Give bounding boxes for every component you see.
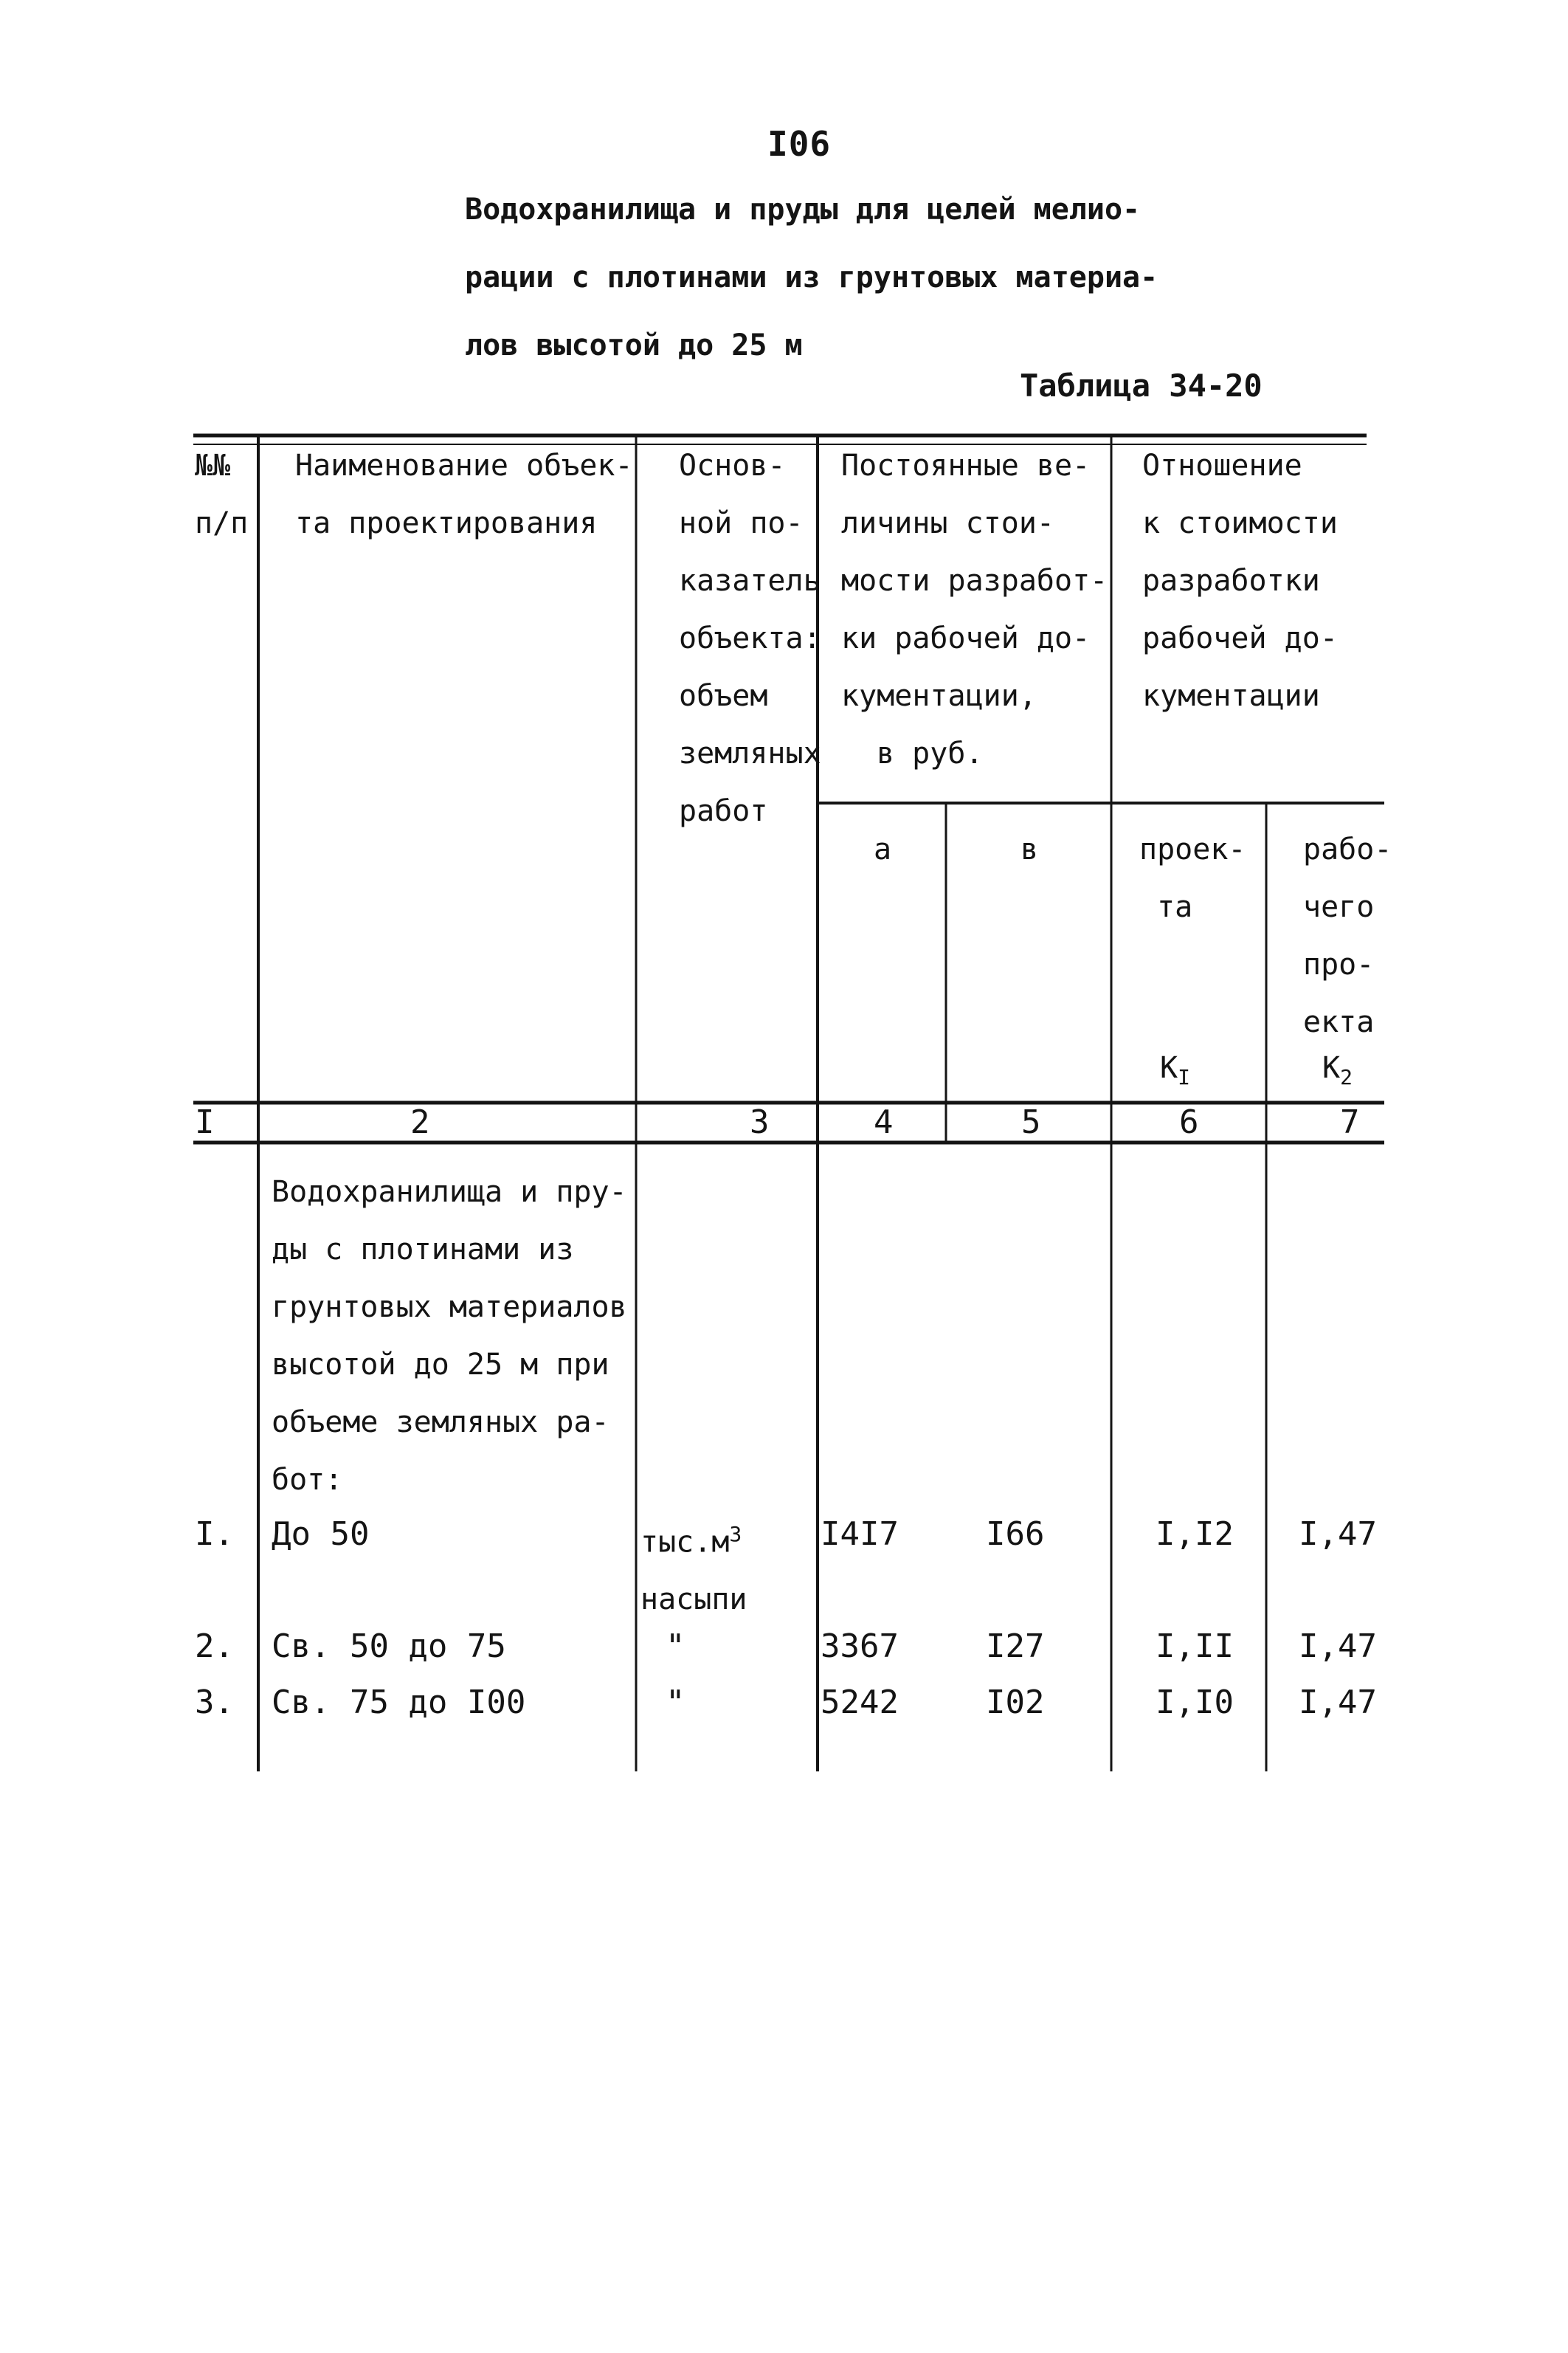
row-2-value-a: 3367	[821, 1627, 899, 1665]
header-col-4: а	[873, 833, 892, 867]
row-2-value-b: I27	[986, 1627, 1045, 1665]
row-1-k1: I,I2	[1156, 1515, 1234, 1553]
group-description-line: Водохранилища и пру-	[272, 1175, 627, 1209]
header-col-3-line: Основ-	[679, 449, 786, 483]
header-col-6-7-line: рабочей до-	[1142, 621, 1338, 655]
table-label: Таблица 34-20	[1020, 368, 1263, 404]
row-2-name: Св. 50 до 75	[272, 1627, 506, 1665]
row-2-number: 2.	[195, 1627, 234, 1665]
row-3-name: Св. 75 до I00	[272, 1684, 526, 1721]
group-description-line: бот:	[272, 1463, 343, 1497]
header-col-7-line: екта	[1303, 1005, 1375, 1039]
row-3-value-a: 5242	[821, 1684, 899, 1721]
column-number-4: 4	[874, 1103, 894, 1141]
title-line-2: рации с плотинами из грунтовых материа-	[465, 261, 1158, 294]
header-col-7-line: про-	[1303, 948, 1375, 982]
row-1-k2: I,47	[1299, 1515, 1377, 1553]
row-3-value-b: I02	[986, 1684, 1045, 1721]
row-3-unit: "	[666, 1684, 685, 1721]
header-col-6-line: проек-	[1139, 833, 1246, 867]
header-col-2	[295, 437, 633, 552]
document-title	[465, 176, 1203, 379]
header-col-4-5-line: ки рабочей до-	[841, 621, 1091, 655]
header-col-6-7-line: Отношение	[1142, 449, 1302, 483]
header-col-4-5	[841, 437, 1108, 782]
column-number-6: 6	[1179, 1103, 1199, 1141]
header-col-6-7-line: кументации	[1142, 679, 1320, 713]
column-number-7: 7	[1340, 1103, 1360, 1141]
header-col-2-line: Наименование объек-	[295, 449, 633, 483]
header-col-1-line: п/п	[195, 506, 249, 540]
row-1-name: До 50	[272, 1515, 370, 1553]
group-description	[272, 1163, 627, 1509]
header-col-2-line: та проектирования	[295, 506, 598, 540]
coefficient-letter: К	[1322, 1051, 1341, 1085]
column-number-5: 5	[1021, 1103, 1041, 1141]
header-col-6-7-line: разработки	[1142, 564, 1320, 598]
header-col-4-5-line: Постоянные ве-	[841, 449, 1091, 483]
header-col-3-line: объекта:	[679, 621, 821, 655]
group-description-line: грунтовых материалов	[272, 1290, 627, 1324]
row-3-number: 3.	[195, 1684, 234, 1721]
header-col-3-line: земляных	[679, 737, 821, 771]
header-col-3-line: объем	[679, 679, 768, 713]
row-1-number: I.	[195, 1515, 234, 1553]
header-col-6-7	[1142, 437, 1338, 725]
page-number: I06	[767, 124, 832, 164]
header-col-4-5-line: мости разработ-	[841, 564, 1108, 598]
header-col-3-line: казатель	[679, 564, 821, 598]
header-col-4-5-line: в руб.	[877, 737, 984, 771]
column-number-3: 3	[750, 1103, 770, 1141]
group-description-line: высотой до 25 м при	[272, 1348, 609, 1382]
unit-line-2: насыпи	[640, 1582, 747, 1617]
header-col-4-5-line: кументации,	[841, 679, 1037, 713]
column-number-1: I	[195, 1103, 215, 1141]
header-col-4-5-line: личины стои-	[841, 506, 1054, 540]
coefficient-subscript: I	[1178, 1065, 1190, 1089]
row-2-unit: "	[666, 1627, 685, 1665]
header-col-6-7-line: к стоимости	[1142, 506, 1338, 540]
header-col-3-line: работ	[679, 794, 768, 828]
row-3-k2: I,47	[1299, 1684, 1377, 1721]
coefficient-letter: К	[1160, 1051, 1178, 1085]
header-col-7-line: рабо-	[1303, 833, 1392, 867]
row-1-unit	[640, 1506, 747, 1628]
row-2-k1: I,II	[1156, 1627, 1234, 1665]
header-col-6	[1139, 821, 1246, 936]
group-description-line: объеме земляных ра-	[272, 1405, 609, 1439]
header-col-1	[195, 437, 248, 552]
header-col-1-line: №№	[195, 449, 231, 483]
unit-text: тыс.м	[640, 1525, 730, 1560]
header-col-5: в	[1020, 833, 1039, 867]
header-col-7-line: чего	[1303, 890, 1375, 924]
column-number-2: 2	[410, 1103, 430, 1141]
row-3-k1: I,I0	[1156, 1684, 1234, 1721]
row-1-value-b: I66	[986, 1515, 1045, 1553]
header-col-7	[1303, 821, 1392, 1051]
group-description-line: ды с плотинами из	[272, 1233, 574, 1267]
row-2-k2: I,47	[1299, 1627, 1377, 1665]
title-line-3: лов высотой до 25 м	[465, 328, 803, 362]
header-col-3	[679, 437, 821, 840]
unit-superscript: 3	[729, 1522, 742, 1546]
coefficient-subscript: 2	[1340, 1065, 1353, 1089]
title-line-1: Водохранилища и пруды для целей мелио-	[465, 193, 1141, 227]
header-col-3-line: ной по-	[679, 506, 804, 540]
header-col-6-line: та	[1157, 890, 1193, 924]
row-1-value-a: I4I7	[821, 1515, 899, 1553]
